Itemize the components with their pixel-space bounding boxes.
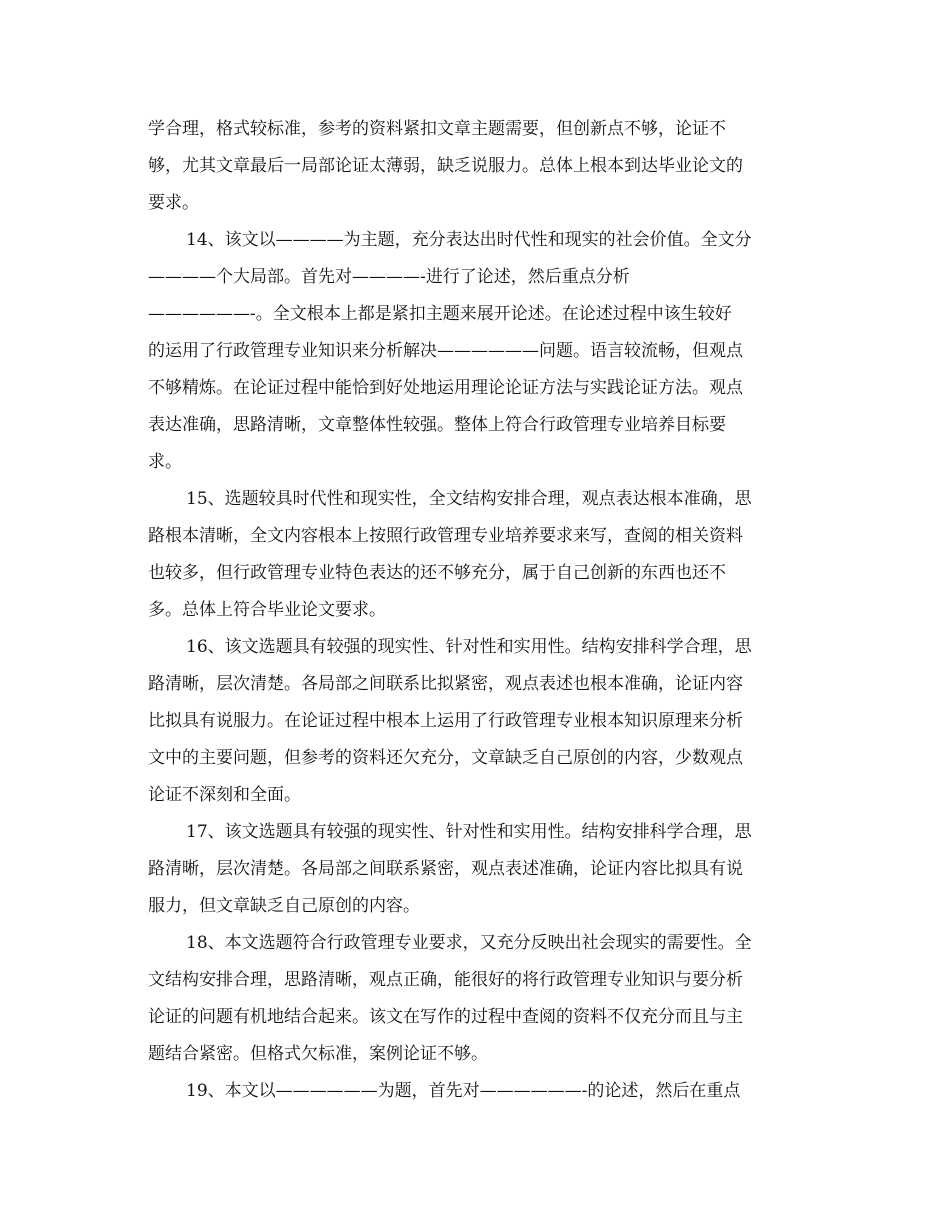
text-line: 路清晰，层次清楚。各局部之间联系紧密，观点表述准确，论证内容比拟具有说 — [148, 859, 743, 879]
text-line: 论证的问题有机地结合起来。该文在写作的过程中查阅的资料不仅充分而且与主 — [148, 1007, 743, 1027]
text-line: 多。总体上符合毕业论文要求。 — [148, 600, 386, 620]
text-line: 文中的主要问题，但参考的资料还欠充分，文章缺乏自己原创的内容，少数观点 — [148, 748, 743, 768]
text-line: 学合理，格式较标准，参考的资料紧扣文章主题需要，但创新点不够，论证不 — [148, 119, 726, 139]
text-line: 也较多，但行政管理专业特色表达的还不够充分，属于自己创新的东西也还不 — [148, 563, 726, 583]
text-line: 题结合紧密。但格式欠标准，案例论证不够。 — [148, 1044, 488, 1064]
text-line: 路根本清晰，全文内容根本上按照行政管理专业培养要求来写，查阅的相关资料 — [148, 526, 743, 546]
text-line: 服力，但文章缺乏自己原创的内容。 — [148, 896, 420, 916]
text-line: 比拟具有说服力。在论证过程中根本上运用了行政管理专业根本知识原理来分析 — [148, 711, 743, 731]
text-line: 19、本文以——————为题，首先对——————-的论述，然后在重点 — [186, 1081, 741, 1101]
text-line: 表达准确，思路清晰，文章整体性较强。整体上符合行政管理专业培养目标要 — [148, 415, 726, 435]
text-line: 的运用了行政管理专业知识来分析解决——————问题。语言较流畅，但观点 — [148, 341, 743, 361]
text-line: 14、该文以————为主题，充分表达出时代性和现实的社会价值。全文分 — [186, 230, 752, 250]
text-line: 16、该文选题具有较强的现实性、针对性和实用性。结构安排科学合理，思 — [186, 637, 752, 657]
text-line: 路清晰，层次清楚。各局部之间联系比拟紧密，观点表述也根本准确，论证内容 — [148, 674, 743, 694]
text-line: 18、本文选题符合行政管理专业要求，又充分反映出社会现实的需要性。全 — [186, 933, 752, 953]
text-line: 15、选题较具时代性和现实性，全文结构安排合理，观点表达根本准确，思 — [186, 489, 752, 509]
text-line: 17、该文选题具有较强的现实性、针对性和实用性。结构安排科学合理，思 — [186, 822, 752, 842]
text-line: 文结构安排合理，思路清晰，观点正确，能很好的将行政管理专业知识与要分析 — [148, 970, 743, 990]
text-line: 求。 — [148, 452, 182, 472]
text-line: 论证不深刻和全面。 — [148, 785, 301, 805]
text-line: ————个大局部。首先对————-进行了论述，然后重点分析 — [148, 267, 630, 287]
text-line: 要求。 — [148, 193, 199, 213]
text-line: 够，尤其文章最后一局部论证太薄弱，缺乏说服力。总体上根本到达毕业论文的 — [148, 156, 743, 176]
text-line: ——————-。全文根本上都是紧扣主题来展开论述。在论述过程中该生较好 — [148, 304, 732, 324]
text-line: 不够精炼。在论证过程中能恰到好处地运用理论论证方法与实践论证方法。观点 — [148, 378, 743, 398]
